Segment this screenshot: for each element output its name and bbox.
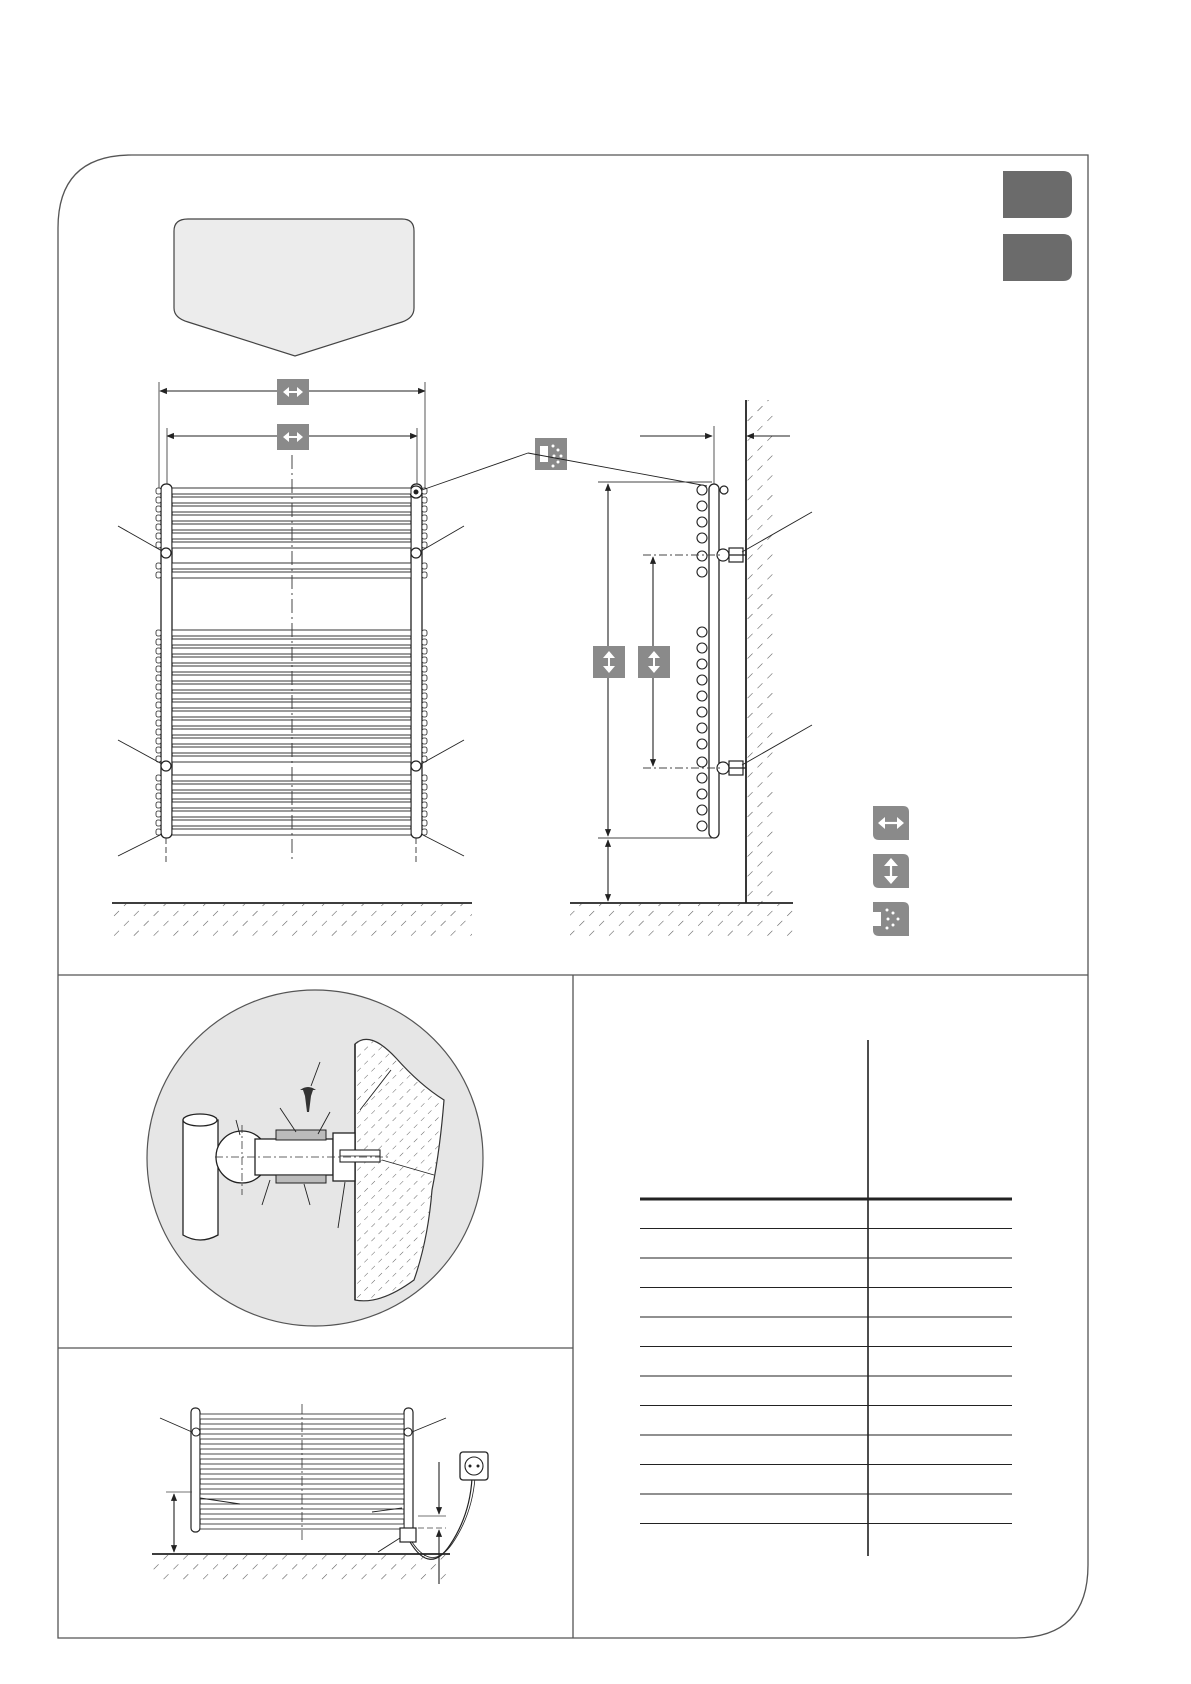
side-bar-end — [697, 691, 707, 701]
bar-end-right — [422, 524, 427, 530]
radiator-bar — [172, 820, 411, 826]
radiator-bar — [172, 657, 411, 663]
radiator-bar — [172, 497, 411, 503]
bar-end-right — [422, 738, 427, 744]
electric-view — [152, 1404, 488, 1584]
bar-end-left — [156, 506, 161, 512]
wall-socket-icon — [460, 1452, 488, 1480]
bar-end-left — [156, 515, 161, 521]
bar-end-left — [156, 684, 161, 690]
legend — [873, 806, 909, 936]
bar-end-right — [422, 666, 427, 672]
table-rows — [640, 1229, 1012, 1524]
model-label-box — [174, 219, 414, 356]
bar-end-left — [156, 720, 161, 726]
bar-end-right — [422, 811, 427, 817]
side-bar-end — [697, 757, 707, 767]
width-symbol-icon — [873, 806, 909, 840]
radiator-bar — [172, 738, 411, 744]
bar-end-right — [422, 802, 427, 808]
side-bar-end — [697, 675, 707, 685]
section-tabs — [1003, 171, 1072, 281]
side-bar-end — [697, 627, 707, 637]
spec-table — [640, 1040, 1012, 1556]
tab-2[interactable] — [1003, 234, 1072, 281]
width-badge-inner — [277, 424, 309, 450]
bar-end-left — [156, 738, 161, 744]
bar-end-left — [156, 497, 161, 503]
bar-end-left — [156, 563, 161, 569]
bar-end-right — [422, 639, 427, 645]
bar-end-left — [156, 820, 161, 826]
bar-end-left — [156, 542, 161, 548]
radiator-bar — [172, 630, 411, 636]
radiator-bar — [172, 729, 411, 735]
bar-end-left — [156, 784, 161, 790]
radiator-bar — [172, 506, 411, 512]
bar-end-right — [422, 702, 427, 708]
bar-end-right — [422, 711, 427, 717]
front-bars — [156, 488, 427, 835]
radiator-bar — [172, 648, 411, 654]
bar-end-left — [156, 811, 161, 817]
bar-end-right — [422, 829, 427, 835]
bar-end-left — [156, 802, 161, 808]
bar-end-left — [156, 639, 161, 645]
radiator-bar — [172, 684, 411, 690]
bar-end-right — [422, 563, 427, 569]
bar-end-left — [156, 711, 161, 717]
radiator-bar — [172, 702, 411, 708]
side-bar-end — [697, 567, 707, 577]
side-bar-end — [697, 517, 707, 527]
bar-end-left — [156, 675, 161, 681]
bar-end-right — [422, 542, 427, 548]
bar-end-left — [156, 648, 161, 654]
bar-end-left — [156, 533, 161, 539]
side-bars — [697, 485, 707, 831]
side-bar-end — [697, 533, 707, 543]
left-tube — [161, 484, 172, 838]
radiator-bar — [172, 515, 411, 521]
bar-end-right — [422, 515, 427, 521]
bar-end-right — [422, 533, 427, 539]
bar-end-right — [422, 693, 427, 699]
side-view — [528, 400, 812, 936]
bar-end-left — [156, 693, 161, 699]
side-bar-end — [697, 551, 707, 561]
front-floor-hatch — [112, 904, 472, 936]
radiator-bar — [172, 488, 411, 494]
side-bar-end — [697, 659, 707, 669]
bar-end-right — [422, 657, 427, 663]
bar-end-right — [422, 684, 427, 690]
bar-end-left — [156, 572, 161, 578]
bar-end-left — [156, 702, 161, 708]
radiator-bar — [172, 756, 411, 762]
front-view — [112, 379, 567, 936]
bar-end-right — [422, 720, 427, 726]
bar-end-right — [422, 784, 427, 790]
radiator-bar — [172, 675, 411, 681]
bar-end-left — [156, 747, 161, 753]
bar-end-left — [156, 524, 161, 530]
radiator-bar — [172, 784, 411, 790]
side-bar-end — [697, 707, 707, 717]
side-bar-end — [697, 773, 707, 783]
radiator-bar — [172, 533, 411, 539]
radiator-bar — [172, 563, 411, 569]
radiator-bar — [172, 802, 411, 808]
bar-end-right — [422, 820, 427, 826]
height-badge-brackets — [638, 646, 670, 678]
radiator-bar — [172, 542, 411, 548]
side-bar-end — [697, 805, 707, 815]
radiator-bar — [172, 793, 411, 799]
radiator-bar — [172, 747, 411, 753]
radiator-bar — [172, 829, 411, 835]
radiator-bar — [172, 693, 411, 699]
wall-distance-symbol-icon — [873, 902, 909, 936]
radiator-bar — [172, 666, 411, 672]
height-symbol-icon — [873, 854, 909, 888]
bar-end-right — [422, 729, 427, 735]
bar-end-left — [156, 729, 161, 735]
side-bar-end — [697, 789, 707, 799]
bar-end-left — [156, 666, 161, 672]
radiator-bar — [172, 524, 411, 530]
bracket-detail — [147, 990, 483, 1326]
radiator-bar — [172, 811, 411, 817]
tab-1[interactable] — [1003, 171, 1072, 218]
bar-end-right — [422, 747, 427, 753]
side-bar-end — [697, 821, 707, 831]
side-bar-end — [697, 501, 707, 511]
air-vent-badge — [535, 438, 567, 470]
bar-end-right — [422, 572, 427, 578]
bar-end-left — [156, 829, 161, 835]
bar-end-right — [422, 497, 427, 503]
side-bar-end — [697, 643, 707, 653]
heating-element — [400, 1528, 416, 1542]
right-tube — [411, 484, 422, 838]
bar-end-left — [156, 775, 161, 781]
side-bar-end — [697, 739, 707, 749]
radiator-bar — [172, 711, 411, 717]
radiator-bar — [172, 639, 411, 645]
height-badge-total — [593, 646, 625, 678]
power-cable — [410, 1478, 472, 1559]
side-bar-end — [697, 723, 707, 733]
radiator-bar — [172, 720, 411, 726]
side-floor-hatch — [570, 904, 793, 936]
bar-end-left — [156, 488, 161, 494]
bar-end-left — [156, 657, 161, 663]
bar-end-left — [156, 793, 161, 799]
radiator-bar — [172, 775, 411, 781]
bar-end-right — [422, 648, 427, 654]
side-bar-end — [697, 485, 707, 495]
bar-end-right — [422, 775, 427, 781]
width-badge-outer — [277, 379, 309, 405]
side-tube — [709, 484, 719, 838]
side-brackets — [717, 548, 746, 775]
bar-end-right — [422, 506, 427, 512]
wall-hatch — [747, 400, 777, 903]
bar-end-left — [156, 630, 161, 636]
radiator-bar — [172, 572, 411, 578]
bar-end-right — [422, 630, 427, 636]
bar-end-right — [422, 793, 427, 799]
bar-end-right — [422, 675, 427, 681]
